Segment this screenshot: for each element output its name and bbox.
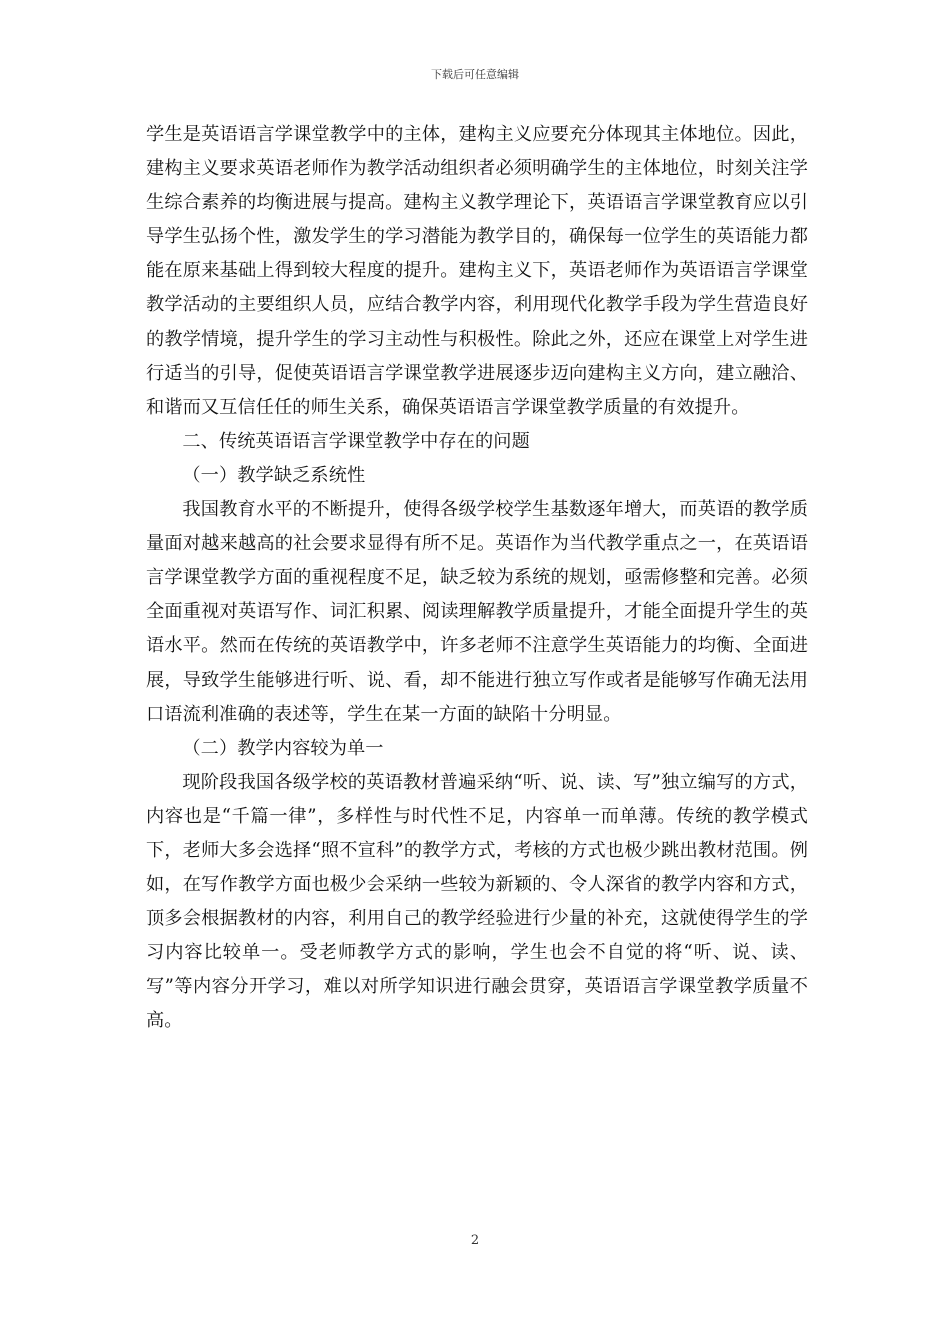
page-number: 2: [470, 1233, 480, 1248]
subsection-heading-1: （一）教学缺乏系统性: [182, 464, 366, 486]
subsection-heading-2: （二）教学内容较为单一: [182, 737, 384, 759]
document-body: [146, 118, 808, 1039]
paragraph-1: 我国教育水平的不断提升，使得各级学校学生基数逐年增大，而英语的教学质量面对越来越高的社会要求显得有所不足。英语作为当代教学重点之一，在英语语言学课堂教学方面的重视程度不足，缺乏较为系统的规划，亟需修整和完善。必须全面重视对英语写作、词汇积累、阅读理解教学质量提升，才能全面提升学生的英语水平。然而在传统的英语教学中，许多老师不注意学生英语能力的均衡、全面进展，导致学生能够进行听、说、看，却不能进行独立写作或者是能够写作确无法用口语流利准确的表述等，学生在某一方面的缺陷十分明显。: [146, 499, 808, 725]
paragraph-continuation: 学生是英语语言学课堂教学中的主体，建构主义应要充分体现其主体地位。因此，建构主义要求英语老师作为教学活动组织者必须明确学生的主体地位，时刻关注学生综合素养的均衡进展与提高。建构主义教学理论下，英语语言学课堂教育应以引导学生弘扬个性，激发学生的学习潜能为教学目的，确保每一位学生的英语能力都能在原来基础上得到较大程度的提升。建构主义下，英语老师作为英语语言学课堂教学活动的主要组织人员，应结合教学内容，利用现代化教学手段为学生营造良好的教学情境，提升学生的学习主动性与积极性。除此之外，还应在课堂上对学生进行适当的引导，促使英语语言学课堂教学进展逐步迈向建构主义方向，建立融洽、和谐而又互信任任的师生关系，确保英语语言学课堂教学质量的有效提升。: [146, 124, 808, 418]
page-header: 下载后可任意编辑: [431, 68, 519, 81]
section-heading: 二、传统英语语言学课堂教学中存在的问题: [182, 430, 530, 452]
paragraph-2: 现阶段我国各级学校的英语教材普遍采纳“听、说、读、写”独立编写的方式，内容也是“千篇一律”，多样性与时代性不足，内容单一而单薄。传统的教学模式下，老师大多会选择“照不宣科”的教学方式，考核的方式也极少跳出教材范围。例如，在写作教学方面也极少会采纳一些较为新颖的、令人深省的教学内容和方式，顶多会根据教材的内容，利用自己的教学经验进行少量的补充，这就使得学生的学习内容比较单一。受老师教学方式的影响，学生也会不自觉的将“听、说、读、写”等内容分开学习，难以对所学知识进行融会贯穿，英语语言学课堂教学质量不高。: [146, 771, 808, 1032]
